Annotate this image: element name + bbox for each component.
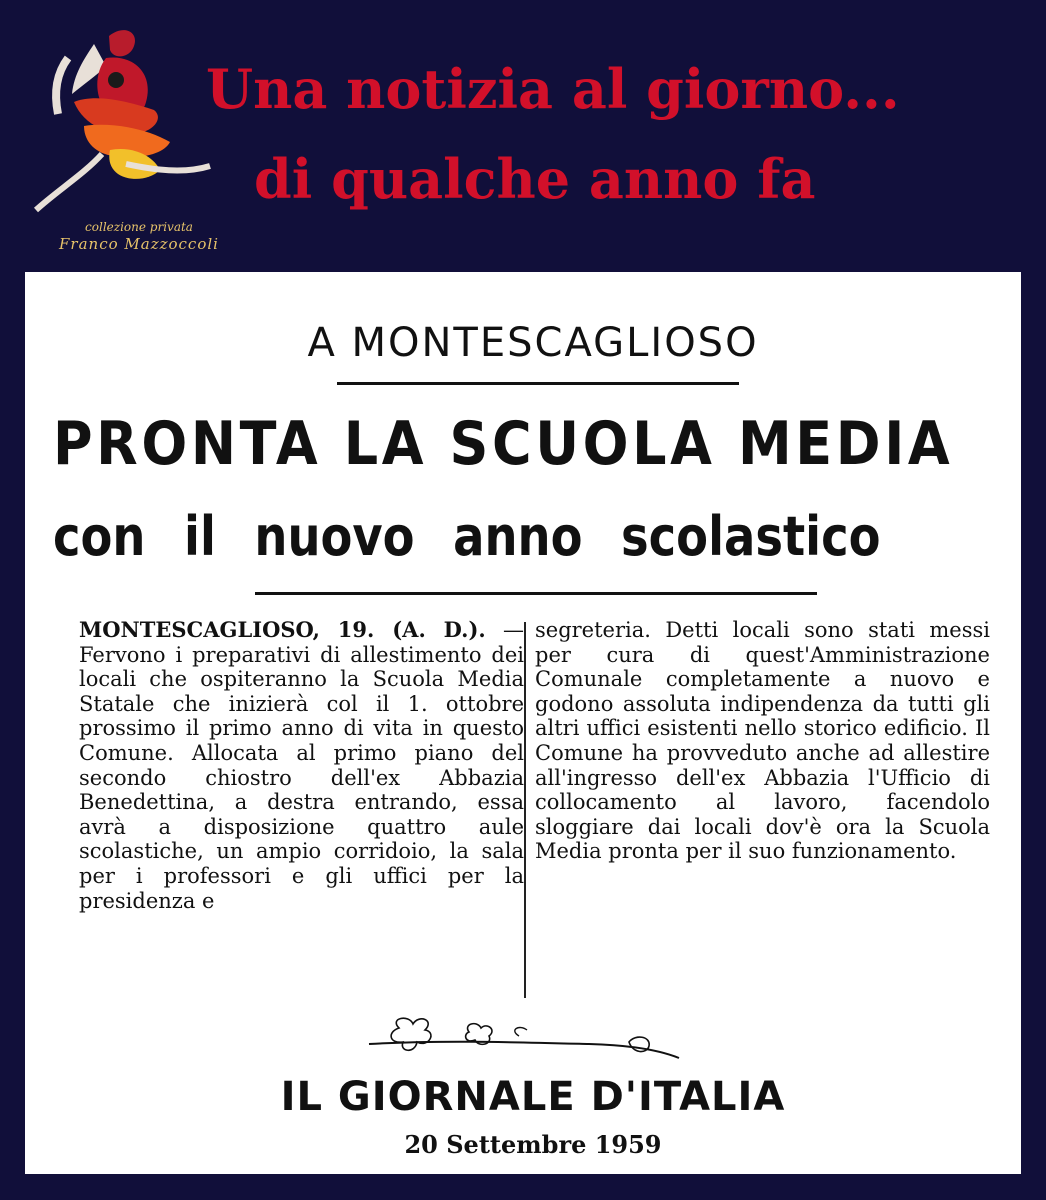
kicker-rule [337,382,739,385]
headline-rule [255,592,817,595]
page-subtitle: di qualche anno fa [254,147,816,211]
newspaper-name: IL GIORNALE D'ITALIA [280,1074,786,1120]
article-column-2-text: segreteria. Detti locali sono stati messi per cura di quest'Amministrazione Comunale completamente a nuovo e godono assoluta indipendenza da tutti gli altri uffici esistenti nello storico edificio. Il Comune ha provveduto anche ad allestire all'ingresso dell'ex Abbazia l'Ufficio di collocamento al lavoro, facendolo sloggiare dai locali dov'è ora la Scuola Media pronta per il suo funzionamento. [535,618,990,864]
article-kicker: A MONTESCAGLIOSO [307,320,759,366]
logo-caption-line1: collezione privata [85,220,193,234]
article-headline: PRONTA LA SCUOLA MEDIA [53,409,954,479]
article-subheadline: con il nuovo anno scolastico [53,505,881,568]
publication-date: 20 Settembre 1959 [404,1130,662,1159]
header-banner [0,0,1046,270]
column-divider [524,622,526,998]
logo-caption [44,220,234,254]
collection-logo [14,14,219,259]
dancer-logo-icon [14,14,214,224]
page-title: Una notizia al giorno... [206,57,900,121]
newspaper-clipping [25,272,1021,1174]
article-column-2 [535,618,990,864]
article-column-1-text: — Fervono i preparativi di allestimento dei locali che ospiteranno la Scuola Media Statale che inizierà col il 1. ottobre prossimo il primo anno di vita in questo Comune. Allocata al primo piano del secondo chiostro dell'ex Abbazia Benedettina, a destra entrando, essa avrà a disposizione quattro aule scolastiche, un ampio corridoio, la sala per i professori e gli uffici per la presidenza e [79,618,524,913]
floral-ornament-icon [359,1014,699,1064]
logo-caption-line2: Franco Mazzoccoli [59,235,219,253]
article-column-1 [79,618,524,913]
article-dateline: MONTESCAGLIOSO, 19. (A. D.). [79,617,486,642]
